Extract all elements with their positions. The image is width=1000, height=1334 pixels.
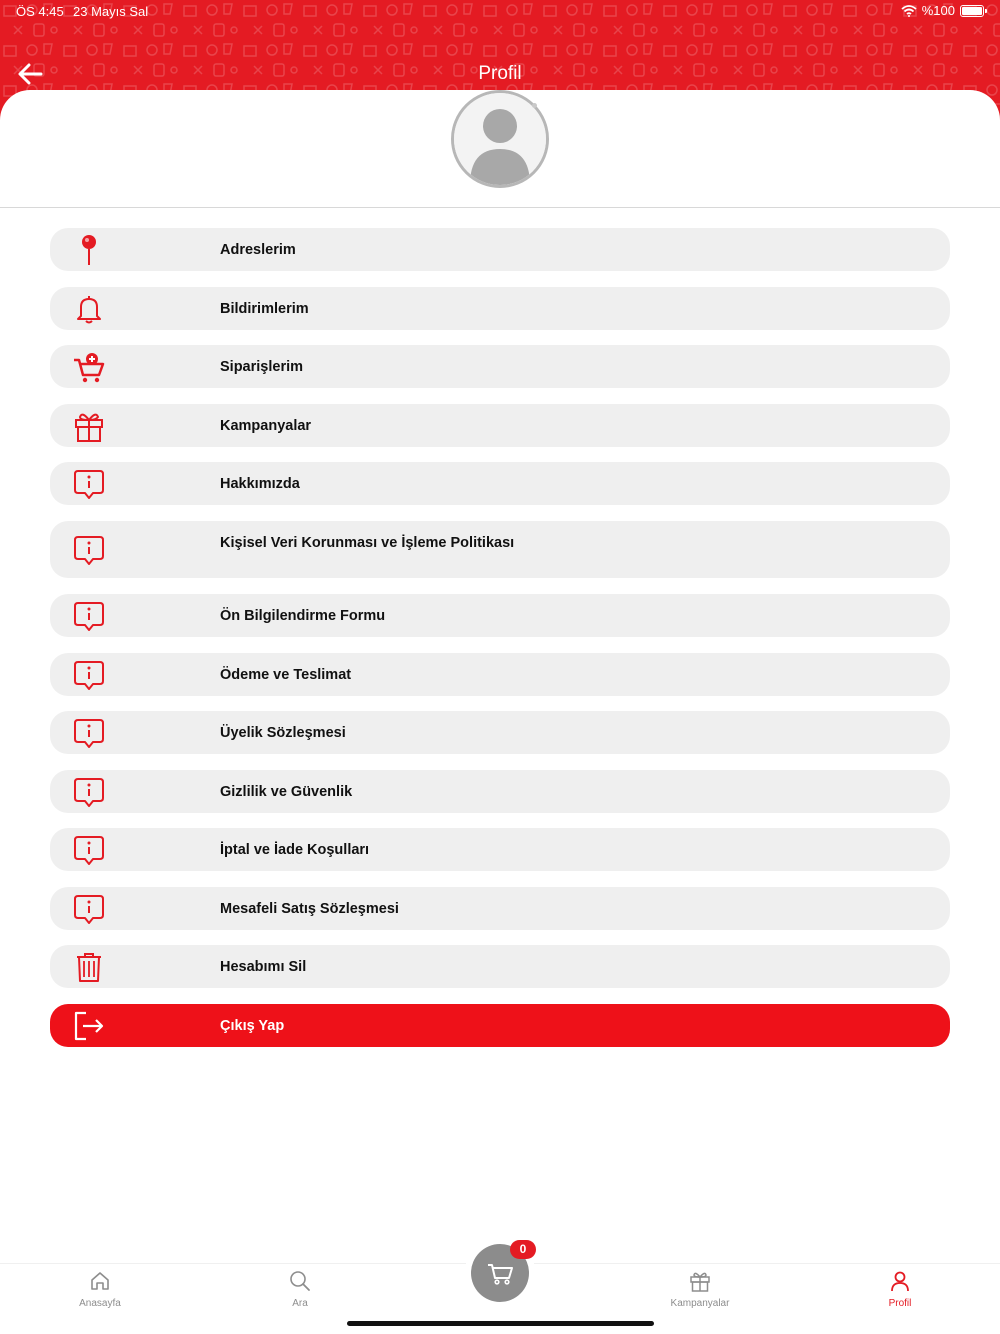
menu-item-label: Hesabımı Sil [220, 958, 307, 975]
tab-campaigns[interactable] [650, 1269, 750, 1309]
info-bubble-icon [72, 533, 106, 567]
tab-profile[interactable] [850, 1269, 950, 1309]
info-bubble-icon [72, 599, 106, 633]
gift-icon [72, 409, 106, 443]
tab-home[interactable] [50, 1269, 150, 1309]
menu-item-privacy-policy[interactable] [50, 521, 950, 578]
wifi-icon [901, 5, 917, 17]
info-bubble-icon [72, 892, 106, 926]
menu-item-label: Kişisel Veri Korunması ve İşleme Politikası [220, 535, 515, 551]
menu-item-campaigns[interactable] [50, 404, 950, 447]
status-time: ÖS 4:45 [16, 4, 64, 19]
menu-item-preliminary-info[interactable] [50, 594, 950, 637]
tab-label: Anasayfa [79, 1298, 121, 1309]
menu-item-addresses[interactable] [50, 228, 950, 271]
menu-item-privacy-security[interactable] [50, 770, 950, 813]
menu-item-payment-delivery[interactable] [50, 653, 950, 696]
logout-button[interactable] [50, 1004, 950, 1047]
bell-icon [72, 292, 106, 326]
battery-percent: %100 [921, 3, 955, 18]
menu-item-delete-account[interactable] [50, 945, 950, 988]
page-title: Profil [478, 63, 522, 84]
menu-item-about[interactable] [50, 462, 950, 505]
avatar-status-dot [532, 103, 537, 108]
cart-count-badge: 0 [510, 1240, 536, 1259]
menu-item-label: Mesafeli Satış Sözleşmesi [220, 900, 399, 917]
menu-item-label: Kampanyalar [220, 417, 312, 434]
cart-icon [486, 1259, 514, 1287]
info-bubble-icon [72, 658, 106, 692]
home-indicator [347, 1321, 654, 1326]
menu-item-orders[interactable] [50, 345, 950, 388]
menu-item-notifications[interactable] [50, 287, 950, 330]
menu-item-label: Siparişlerim [220, 358, 304, 375]
logout-icon [72, 1009, 106, 1043]
menu-item-label: Adreslerim [220, 241, 296, 258]
search-icon [288, 1269, 312, 1293]
status-date: 23 Mayıs Sal [73, 4, 149, 19]
status-bar [0, 0, 1000, 24]
tab-search[interactable] [250, 1269, 350, 1309]
gift-icon [688, 1269, 712, 1293]
home-icon [88, 1269, 112, 1293]
menu-item-cancel-return[interactable] [50, 828, 950, 871]
header-divider [0, 207, 1000, 208]
menu-item-label: Ödeme ve Teslimat [220, 666, 352, 683]
menu-item-label: Hakkımızda [220, 475, 300, 492]
info-bubble-icon [72, 716, 106, 750]
status-indicators [901, 3, 984, 18]
tab-label: Kampanyalar [670, 1298, 730, 1309]
battery-icon [960, 5, 984, 17]
tab-label: Profil [888, 1298, 912, 1309]
menu-item-membership-agreement[interactable] [50, 711, 950, 754]
tab-label: Ara [292, 1298, 308, 1309]
menu-item-distance-sales[interactable] [50, 887, 950, 930]
menu-item-label: Gizlilik ve Güvenlik [220, 783, 353, 800]
info-bubble-icon [72, 775, 106, 809]
cart-plus-icon [72, 350, 106, 384]
map-pin-icon [72, 233, 106, 267]
menu-item-label: İptal ve İade Koşulları [220, 841, 370, 858]
menu-item-label: Ön Bilgilendirme Formu [220, 607, 386, 624]
menu-item-label: Bildirimlerim [220, 300, 309, 317]
trash-icon [72, 950, 106, 984]
info-bubble-icon [72, 833, 106, 867]
menu-item-label: Çıkış Yap [220, 1017, 285, 1034]
info-bubble-icon [72, 467, 106, 501]
menu-item-label: Üyelik Sözleşmesi [220, 724, 346, 741]
user-icon [888, 1269, 912, 1293]
